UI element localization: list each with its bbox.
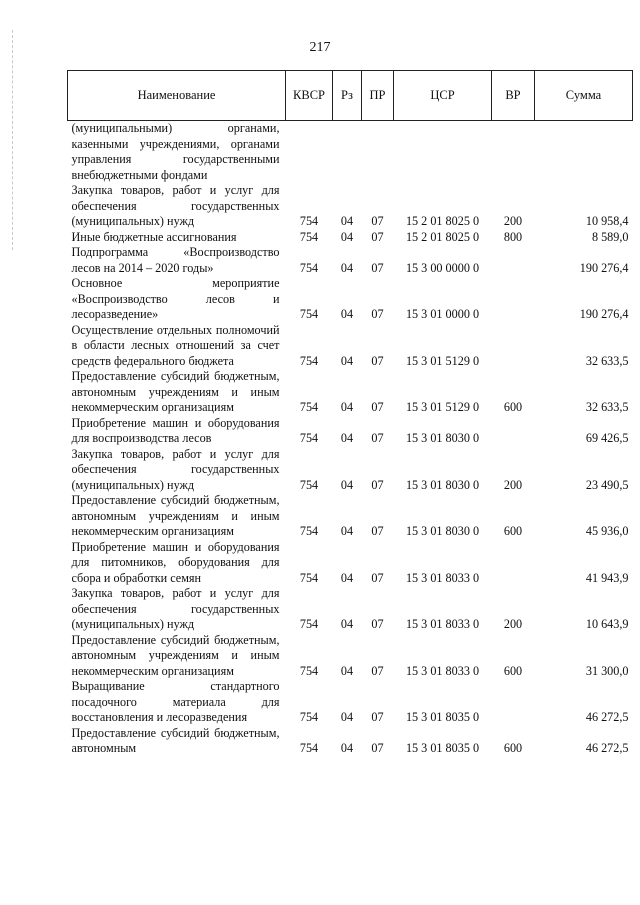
cell-pr: 07 (371, 524, 384, 538)
cell-pr: 07 (371, 307, 384, 321)
cell-rz: 04 (340, 570, 354, 585)
cell-csr: 15 3 01 8033 0 (405, 570, 480, 585)
cell-rz: 04 (340, 741, 354, 755)
header-kvsr: КВСР (286, 71, 333, 121)
cell-name: Предоставление субсидий бюджетным, автономным учреждениям и иным некоммерческим организациям (71, 493, 280, 538)
header-csr: ЦСР (394, 71, 492, 121)
cell-kvsr: 754 (299, 353, 319, 368)
cell-pr: 07 (371, 710, 384, 724)
cell-rz: 04 (340, 229, 354, 244)
cell-sum: 32 633,5 (585, 400, 629, 414)
cell-name: (муниципальными) органами, казенными учреждениями, органами управления государственными внебюджетными фондами (71, 121, 280, 182)
cell-pr: 07 (371, 353, 384, 368)
cell-sum: 8 589,0 (591, 229, 629, 244)
cell-pr: 07 (371, 741, 384, 755)
cell-vr: 600 (503, 524, 523, 538)
table-body (68, 121, 633, 757)
header-name: Наименование (68, 71, 286, 121)
cell-csr: 15 3 01 8035 0 (405, 741, 480, 755)
table-row (68, 369, 633, 416)
table-row (68, 633, 633, 680)
cell-vr (492, 416, 535, 447)
cell-csr: 15 3 00 0000 0 (405, 260, 480, 275)
cell-csr: 15 3 01 8030 0 (405, 477, 480, 492)
cell-vr: 200 (503, 477, 523, 492)
cell-pr: 07 (371, 260, 384, 275)
cell-csr: 15 3 01 5129 0 (405, 400, 480, 414)
cell-pr (362, 121, 394, 184)
cell-sum: 46 272,5 (585, 710, 629, 724)
cell-vr: 800 (503, 229, 523, 244)
cell-pr: 07 (371, 400, 384, 414)
table-row (68, 493, 633, 540)
cell-kvsr: 754 (299, 663, 319, 678)
cell-vr: 600 (503, 663, 523, 678)
cell-pr: 07 (371, 477, 384, 492)
cell-sum: 45 936,0 (585, 524, 629, 538)
cell-rz: 04 (340, 710, 354, 724)
cell-pr: 07 (371, 229, 384, 244)
cell-csr: 15 3 01 5129 0 (405, 353, 480, 368)
cell-kvsr: 754 (299, 524, 319, 538)
cell-name: Предоставление субсидий бюджетным, автономным учреждениям и иным некоммерческим организациям (71, 632, 280, 678)
cell-rz: 04 (340, 617, 354, 631)
cell-name: Осуществление отдельных полномочий в области лесных отношений за счет средств федерального бюджета (71, 322, 280, 368)
cell-csr: 15 2 01 8025 0 (405, 214, 480, 228)
cell-sum: 69 426,5 (585, 431, 629, 445)
cell-pr: 07 (371, 617, 384, 631)
cell-rz: 04 (340, 353, 354, 368)
table-row (68, 447, 633, 494)
cell-sum: 190 276,4 (579, 260, 629, 275)
table-header (68, 71, 633, 121)
cell-sum: 10 643,9 (585, 617, 629, 631)
cell-name: Закупка товаров, работ и услуг для обеспечения государственных (муниципальных) нужд (71, 446, 280, 492)
binding-marks (12, 30, 15, 250)
table-row (68, 586, 633, 633)
cell-csr: 15 3 01 8035 0 (405, 710, 480, 724)
cell-rz (333, 121, 362, 184)
cell-rz: 04 (340, 214, 354, 228)
cell-pr: 07 (371, 431, 384, 445)
cell-csr: 15 3 01 8033 0 (405, 663, 480, 678)
cell-csr: 15 3 01 8030 0 (405, 431, 480, 445)
cell-vr: 600 (503, 400, 523, 414)
cell-rz: 04 (340, 260, 354, 275)
header-rz: Рз (333, 71, 362, 121)
cell-kvsr: 754 (299, 570, 319, 585)
cell-name: Иные бюджетные ассигнования (71, 229, 237, 244)
cell-pr: 07 (371, 214, 384, 228)
table-row (68, 323, 633, 370)
cell-rz: 04 (340, 307, 354, 321)
cell-sum: 190 276,4 (579, 307, 629, 321)
cell-kvsr: 754 (299, 617, 319, 631)
table-row (68, 416, 633, 447)
cell-vr (492, 540, 535, 587)
cell-csr: 15 3 01 8030 0 (405, 524, 480, 538)
cell-kvsr: 754 (299, 400, 319, 414)
cell-vr: 200 (503, 617, 523, 631)
cell-sum: 32 633,5 (585, 353, 629, 368)
table-row (68, 726, 633, 757)
cell-name: Закупка товаров, работ и услуг для обеспечения государственных (муниципальных) нужд (71, 586, 280, 631)
table-row (68, 276, 633, 323)
cell-csr: 15 3 01 0000 0 (405, 307, 480, 321)
table-row (68, 183, 633, 230)
cell-vr (492, 276, 535, 323)
cell-kvsr: 754 (299, 214, 319, 228)
cell-kvsr: 754 (299, 260, 319, 275)
cell-name: Основное мероприятие «Воспроизводство лесов и лесоразведение» (71, 276, 280, 321)
cell-sum: 41 943,9 (585, 570, 629, 585)
cell-csr: 15 3 01 8033 0 (405, 617, 480, 631)
cell-kvsr: 754 (299, 229, 319, 244)
cell-vr (492, 245, 535, 276)
cell-vr: 600 (503, 741, 523, 755)
cell-kvsr: 754 (299, 741, 319, 755)
header-sum: Сумма (535, 71, 633, 121)
cell-rz: 04 (340, 663, 354, 678)
cell-vr (492, 121, 535, 184)
cell-name: Подпрограмма «Воспроизводство лесов на 2014 – 2020 годы» (71, 245, 280, 275)
cell-name: Приобретение машин и оборудования для питомников, оборудования для сбора и обработки семян (71, 539, 280, 585)
cell-sum: 46 272,5 (585, 741, 629, 755)
cell-csr: 15 2 01 8025 0 (405, 229, 480, 244)
header-pr: ПР (362, 71, 394, 121)
cell-kvsr: 754 (299, 477, 319, 492)
cell-name: Предоставление субсидий бюджетным, автономным учреждениям и иным некоммерческим организациям (71, 369, 280, 414)
cell-kvsr (286, 121, 333, 184)
cell-vr: 200 (503, 214, 523, 228)
table-row (68, 121, 633, 184)
table-row (68, 245, 633, 276)
cell-name: Выращивание стандартного посадочного материала для восстановления и лесоразведения (71, 679, 280, 724)
table-row (68, 679, 633, 726)
cell-vr (492, 323, 535, 370)
cell-rz: 04 (340, 477, 354, 492)
cell-sum: 23 490,5 (585, 477, 629, 492)
cell-vr (492, 679, 535, 726)
cell-name: Закупка товаров, работ и услуг для обеспечения государственных (муниципальных) нужд (71, 183, 280, 228)
cell-sum (535, 121, 633, 184)
cell-sum: 31 300,0 (585, 663, 629, 678)
cell-rz: 04 (340, 400, 354, 414)
cell-kvsr: 754 (299, 710, 319, 724)
cell-pr: 07 (371, 570, 384, 585)
cell-pr: 07 (371, 663, 384, 678)
cell-sum: 10 958,4 (585, 214, 629, 228)
cell-kvsr: 754 (299, 307, 319, 321)
table-row (68, 230, 633, 246)
budget-table (67, 70, 633, 757)
page-number: 217 (309, 40, 331, 55)
cell-name: Предоставление субсидий бюджетным, автономным (71, 725, 280, 755)
table-row (68, 540, 633, 587)
cell-kvsr: 754 (299, 431, 319, 445)
cell-rz: 04 (340, 524, 354, 538)
header-vr: ВР (492, 71, 535, 121)
cell-rz: 04 (340, 431, 354, 445)
cell-name: Приобретение машин и оборудования для воспроизводства лесов (71, 415, 280, 445)
cell-csr (394, 121, 492, 184)
